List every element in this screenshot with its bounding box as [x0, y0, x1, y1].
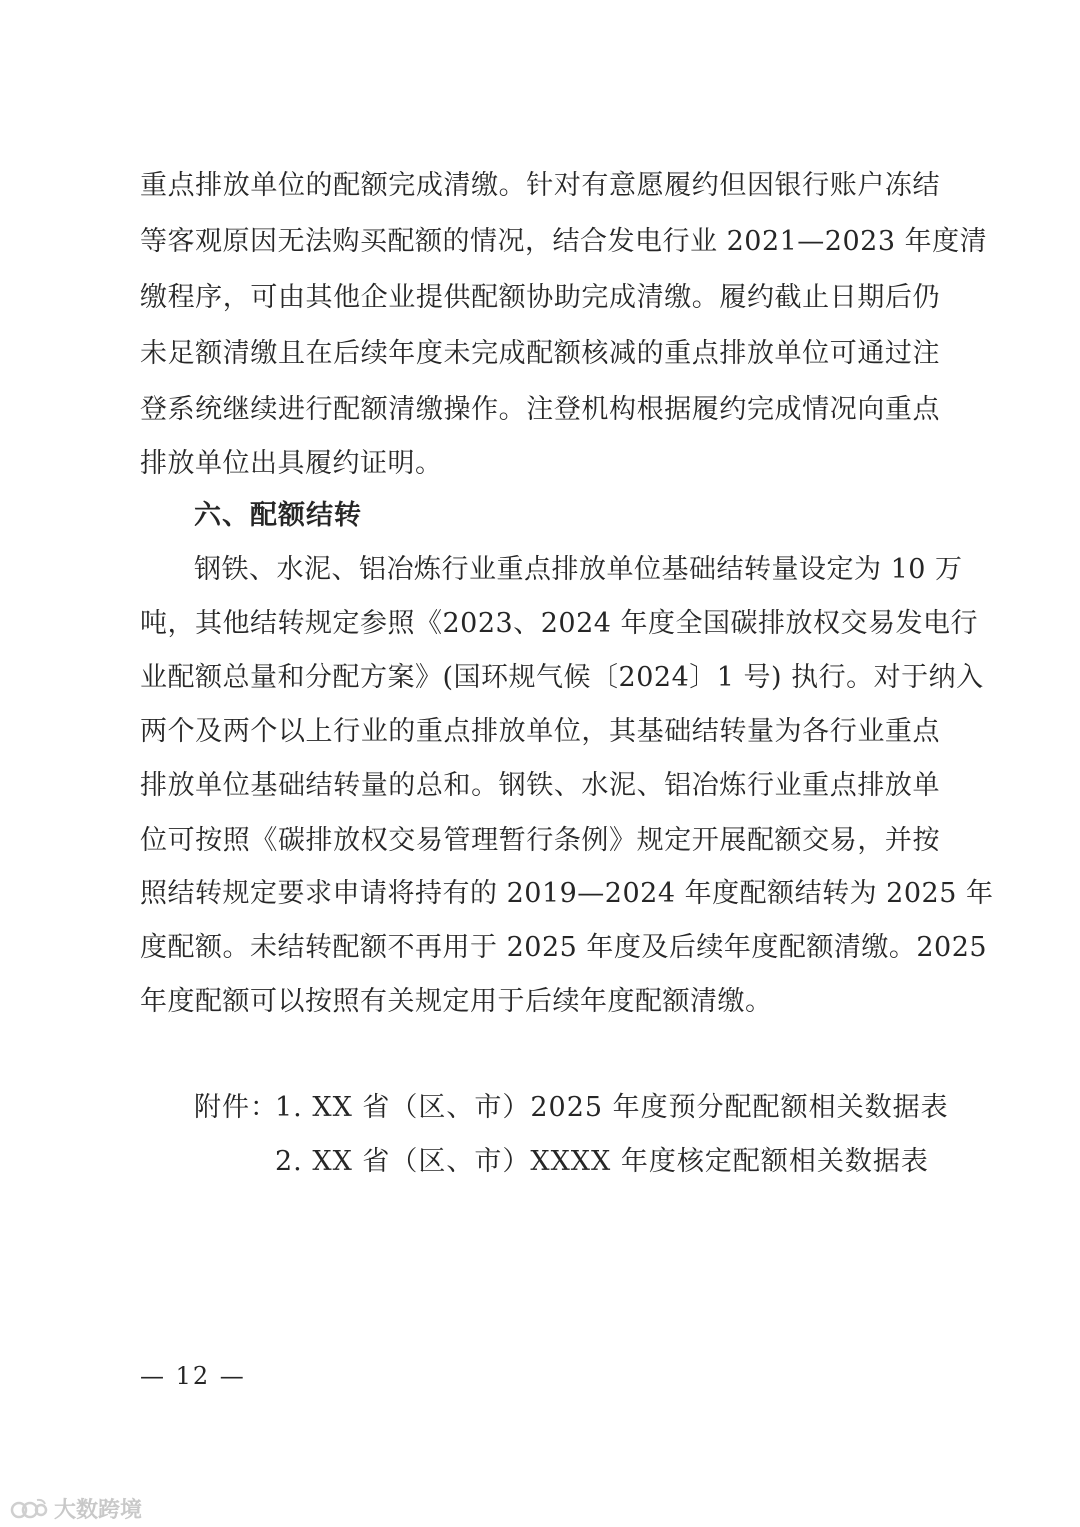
paragraph-line: 缴程序，可由其他企业提供配额协助完成清缴。履约截止日期后仍 [140, 282, 940, 313]
paragraph-line: 钢铁、水泥、铝冶炼行业重点排放单位基础结转量设定为 10 万 [194, 554, 963, 585]
paragraph-line: 等客观原因无法购买配额的情况，结合发电行业 2021—2023 年度清 [140, 226, 988, 257]
paragraph-line: 登系统继续进行配额清缴操作。注登机构根据履约完成情况向重点 [140, 394, 940, 425]
attachment-item: 1. XX 省（区、市）2025 年度预分配配额相关数据表 [275, 1092, 949, 1123]
paragraph-line: 照结转规定要求申请将持有的 2019—2024 年度配额结转为 2025 年 [140, 878, 994, 909]
paragraph-line: 吨，其他结转规定参照《2023、2024 年度全国碳排放权交易发电行 [140, 608, 979, 639]
weibo-logo-icon [10, 1495, 48, 1521]
paragraph-line: 排放单位基础结转量的总和。钢铁、水泥、铝冶炼行业重点排放单 [140, 770, 940, 801]
paragraph-line: 两个及两个以上行业的重点排放单位，其基础结转量为各行业重点 [140, 716, 940, 747]
paragraph-line: 未足额清缴且在后续年度未完成配额核减的重点排放单位可通过注 [140, 338, 940, 369]
attachment-item: 2. XX 省（区、市）XXXX 年度核定配额相关数据表 [275, 1146, 929, 1177]
paragraph-line: 排放单位出具履约证明。 [140, 448, 443, 479]
attachments-label: 附件： [194, 1092, 278, 1123]
paragraph-line: 度配额。未结转配额不再用于 2025 年度及后续年度配额清缴。2025 [140, 932, 988, 963]
page-number: — 12 — [140, 1362, 246, 1390]
section-heading: 六、配额结转 [194, 500, 362, 531]
watermark-text: 大数跨境 [54, 1497, 143, 1523]
paragraph-line: 重点排放单位的配额完成清缴。针对有意愿履约但因银行账户冻结 [140, 170, 940, 201]
watermark [10, 1494, 142, 1522]
paragraph-line: 业配额总量和分配方案》(国环规气候〔2024〕1 号) 执行。对于纳入 [140, 662, 984, 693]
paragraph-line: 年度配额可以按照有关规定用于后续年度配额清缴。 [140, 986, 773, 1017]
paragraph-line: 位可按照《碳排放权交易管理暂行条例》规定开展配额交易，并按 [140, 825, 940, 856]
